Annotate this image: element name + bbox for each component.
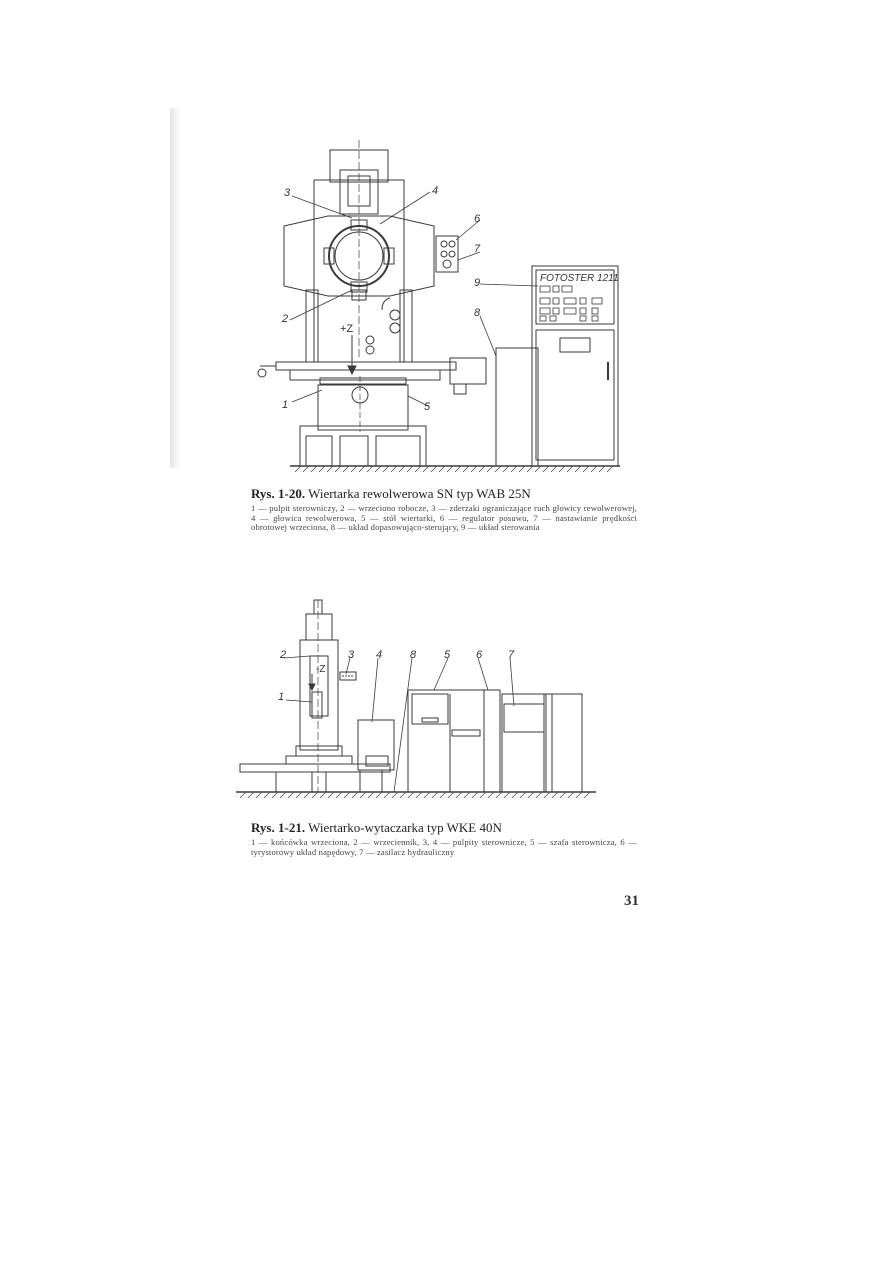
machine-column xyxy=(306,140,412,362)
callout-9: 9 xyxy=(474,277,481,289)
callout-3: 3 xyxy=(348,649,355,661)
figure-1-21-number: Rys. 1-21. xyxy=(251,820,306,835)
callout-1: 1 xyxy=(278,691,285,703)
page-number: 31 xyxy=(624,893,639,909)
figure-1-21-drawing xyxy=(236,596,606,806)
callout-7: 7 xyxy=(508,649,515,661)
callout-6: 6 xyxy=(474,213,481,225)
figure-1-20-legend: 1 — pulpit sterowniczy, 2 — wrzeciono robocze, 3 — zderzaki ograniczające ruch głowicy rewolwerowej, 4 — głowica rewolwerowa, 5 — stół wiertarki, 6 — regulator posuwu, 7 — nastawianie prędkości obrotowej wrzeciona, 8 — układ dopasowująco-sterujący, 9 — układ sterowania xyxy=(251,503,637,533)
figure-1-21-title xyxy=(251,820,502,836)
callout-7: 7 xyxy=(474,243,481,255)
machine-table xyxy=(258,358,486,394)
callout-4: 4 xyxy=(432,185,439,197)
callout-2: 2 xyxy=(282,313,289,325)
ground-line xyxy=(290,466,620,472)
callout-1: 1 xyxy=(282,399,289,411)
z-axis-label: -Z xyxy=(316,664,326,675)
callout-5: 5 xyxy=(444,649,451,661)
figure-1-20-title xyxy=(251,486,531,502)
boring-machine xyxy=(240,600,390,792)
ground-line xyxy=(236,792,596,798)
figure-1-21-name: Wiertarko-wytaczarka typ WKE 40N xyxy=(308,820,502,835)
figure-1-21-legend: 1 — końcówka wrzeciona, 2 — wrzeciennik, 3, 4 — pulpity sterownicze, 5 — szafa sterownicza, 6 — tyrystorowy układ napędowy, 7 — zasilacz hydrauliczny xyxy=(251,837,637,857)
callout-2: 2 xyxy=(280,649,287,661)
machine-base xyxy=(300,376,426,466)
z-axis-label: +Z xyxy=(340,323,354,335)
callout-8: 8 xyxy=(410,649,417,661)
callout-leaders xyxy=(290,192,538,406)
control-consoles xyxy=(358,690,582,792)
callout-6: 6 xyxy=(476,649,483,661)
z-axis-arrow xyxy=(348,335,356,374)
figure-1-20-number: Rys. 1-20. xyxy=(251,486,306,501)
cabinet-panel-label: FOTOSTER 1211 xyxy=(540,273,619,284)
callout-3: 3 xyxy=(284,187,291,199)
callout-4: 4 xyxy=(376,649,383,661)
control-cabinet xyxy=(496,266,618,466)
callout-5: 5 xyxy=(424,401,431,413)
figure-1-20-name: Wiertarka rewolwerowa SN typ WAB 25N xyxy=(308,486,531,501)
scan-shadow xyxy=(170,108,182,468)
callout-8: 8 xyxy=(474,307,481,319)
figure-1-20-drawing xyxy=(240,140,640,480)
